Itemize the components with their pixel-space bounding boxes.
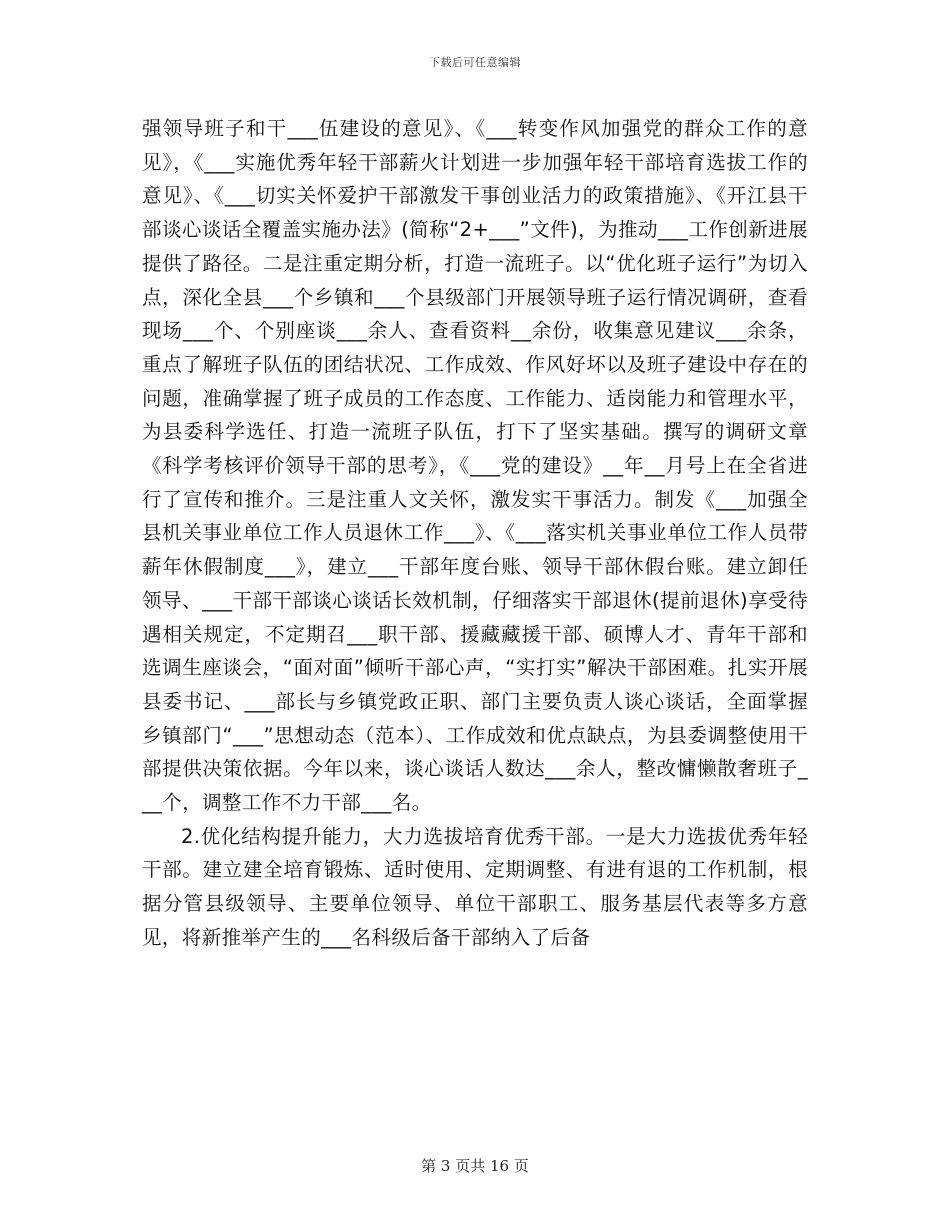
paragraph-section-2: 2.优化结构提升能力，大力选拔培育优秀干部。一是大力选拔优秀年轻干部。建立建全培育锻炼、适时使用、定期调整、有进有退的工作机制，根据分管县级领导、主要单位领导、单位干部职工、服务基层代表等多方意见，将新推举产生的___名科级后备干部纳入了后备 — [142, 824, 808, 949]
paragraph-continuation: 强领导班子和干___伍建设的意见》、《___转变作风加强党的群众工作的意见》，《___实施优秀年轻干部薪火计划进一步加强年轻干部培育选拔工作的意见》、《___切实关怀爱护干部激发干事创业活力的政策措施》、《开江县干部谈心谈话全覆盖实施办法》(简称“2+___”文件)，为推动___工作创新进展提供了路径。二是注重定期分析，打造一流班子。以“优化班子运行”为切入点，深化全县___个乡镇和___个县级部门开展领导班子运行情况调研，查看现场___个、个别座谈___余人、查看资料__余份，收集意见建议___余条，重点了解班子队伍的团结状况、工作成效、作风好坏以及班子建设中存在的问题，准确掌握了班子成员的工作态度、工作能力、适岗能力和管理水平，为县委科学选任、打造一流班子队伍，打下了坚实基础。撰写的调研文章《科学考核评价领导干部的思考》，《___党的建设》__年__月号上在全省进行了宣传和推介。三是注重人文关怀，激发实干事活力。制发《___加强全县机关事业单位工作人员退休工作___》、《___落实机关事业单位工作人员带薪年休假制度___》，建立___干部年度台账、领导干部休假台账。建立卸任领导、___干部干部谈心谈话长效机制，仔细落实干部退休(提前退休)享受待遇相关规定，不定期召___职干部、援藏藏援干部、硕博人才、青年干部和选调生座谈会，“面对面”倾听干部心声，“实打实”解决干部困难。扎实开展县委书记、___部长与乡镇党政正职、部门主要负责人谈心谈话，全面掌握乡镇部门“___”思想动态（范本）、工作成效和优点缺点，为县委调整使用干部提供决策依据。今年以来，谈心谈话人数达___余人，整改慵懒散奢班子___个，调整工作不力干部___名。 — [142, 117, 808, 815]
page-header: 下载后可任意编辑 — [429, 56, 521, 69]
page-footer: 第 3 页共 16 页 — [421, 1157, 529, 1175]
document-body — [142, 112, 808, 955]
